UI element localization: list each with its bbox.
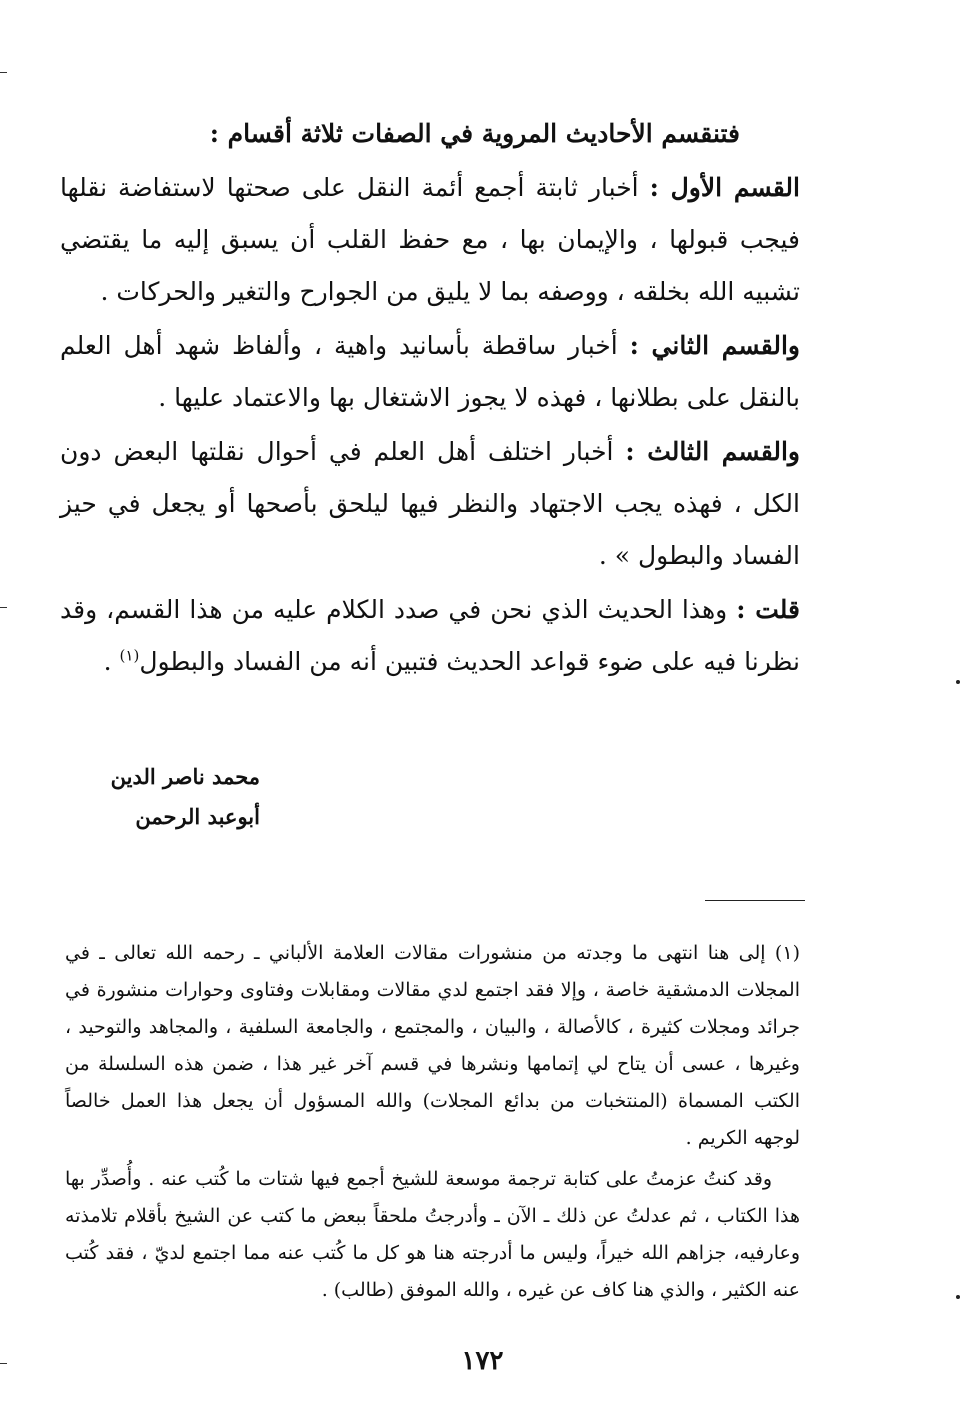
signature-block xyxy=(90,757,260,837)
section-text: أخبار اختلف أهل العلم في أحوال نقلتها البعض دون الكل ، فهذه يجب الاجتهاد والنظر فيها ليلحق بأصحها أو يجعل في حيز الفساد والبطول » . xyxy=(60,437,800,570)
signature-kunya: أبوعبد الرحمن xyxy=(135,804,260,829)
scan-edge-mark xyxy=(0,72,7,73)
main-text xyxy=(60,108,800,690)
signature-name: محمد ناصر الدين xyxy=(110,764,260,789)
conclusion-text: وهذا الحديث الذي نحن في صدد الكلام عليه من هذا القسم، وقد نظرنا فيه على ضوء قواعد الحديث فتبين أنه من الفساد والبطول xyxy=(60,595,800,676)
conclusion-paragraph xyxy=(60,584,800,688)
footnotes xyxy=(65,935,800,1313)
section-paragraph xyxy=(60,426,800,582)
section-lead: القسم الأول : xyxy=(649,173,800,202)
footnote-paragraph: (١) إلى هنا انتهى ما وجدته من منشورات مقالات العلامة الألباني ـ رحمه الله تعالى ـ في المجلات الدمشقية خاصة ، وإلا فقد اجتمع لدي مقالات ومقابلات وفتاوى وحوارات منشورة في جرائد ومجلات كثيرة ، كالأصالة ، والبيان ، والمجتمع ، والجامعة السلفية ، والمجاهد والتوحيد ، وغيرها ، عسى أن يتاح لي إتمامها ونشرها في قسم آخر غير هذا ، ضمن هذه السلسلة من الكتب المسماة (المنتخبات من بدائع المجلات) والله المسؤول أن يجعل هذا العمل خالصاً لوجهه الكريم . xyxy=(65,942,800,1149)
footnote-reference: (١) xyxy=(119,646,140,665)
footnote-paragraph: وقد كنتُ عزمتُ على كتابة ترجمة موسعة للشيخ أجمع فيها شتات ما كُتب عنه . وأُصدِّر بها هذا الكتاب ، ثم عدلتُ عن ذلك ـ الآن ـ وأدرجتُ ملحقاً ببعض ما كتب عن الشيخ بأقلام تلامذته وعارفيه، جزاهم الله خيراً، وليس ما أدرجته هنا هو كل ما كُتب عنه مما اجتمع لديّ ، فقد كُتب عنه الكثير ، والذي هنا كاف عن غيره ، والله الموفق (طالب) . xyxy=(65,1168,800,1301)
page-number: ١٧٢ xyxy=(461,1346,504,1376)
footnote-separator xyxy=(705,900,805,901)
section-lead: والقسم الثاني : xyxy=(629,331,800,360)
section-lead: والقسم الثالث : xyxy=(625,437,801,466)
intro-line: فتنقسم الأحاديث المروية في الصفات ثلاثة أقسام : xyxy=(209,119,740,148)
section-paragraph xyxy=(60,162,800,318)
section-text: أخبار ساقطة بأسانيد واهية ، وألفاظ شهد أهل العلم بالنقل على بطلانها ، فهذه لا يجوز الاشتغال بها والاعتماد عليها . xyxy=(60,331,800,412)
scan-margin-dot xyxy=(956,1295,960,1299)
section-paragraph xyxy=(60,320,800,424)
scan-edge-mark xyxy=(0,1363,7,1364)
conclusion-lead: قلت : xyxy=(736,595,800,624)
section-text: أخبار ثابتة أجمع أئمة النقل على صحتها لاستفاضة نقلها فيجب قبولها ، والإيمان بها ، مع حفظ القلب أن يسبق إليه ما يقتضي تشبيه الله بخلقه ، ووصفه بما لا يليق من الجوارح والتغير والحركات . xyxy=(60,173,800,306)
scan-edge-mark xyxy=(0,607,7,608)
conclusion-end: . xyxy=(103,647,120,676)
scan-margin-dot xyxy=(956,680,960,684)
